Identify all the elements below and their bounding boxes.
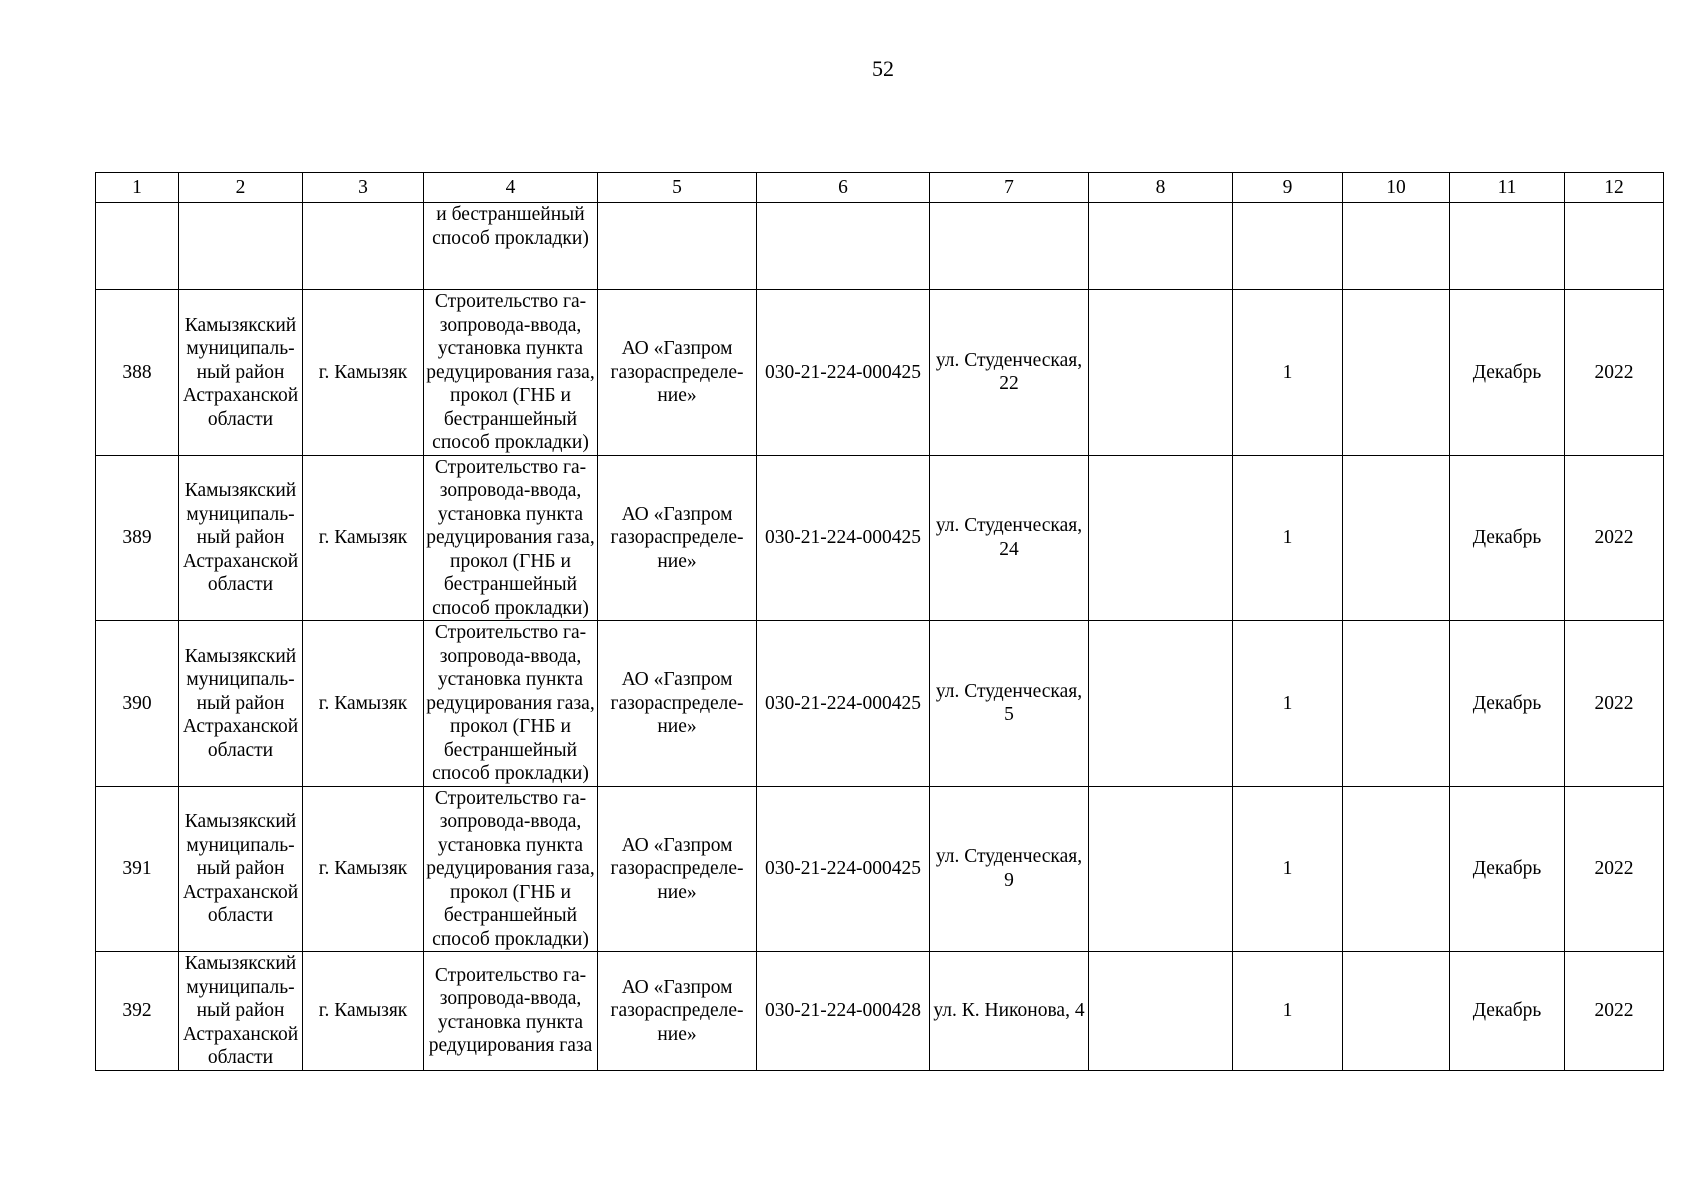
column-header: 12 [1565, 173, 1664, 203]
count-cell: 1 [1233, 786, 1343, 952]
row-number-cell: 390 [96, 621, 179, 787]
col8-cell [1089, 952, 1233, 1071]
table-cell [1089, 203, 1233, 290]
address-cell: ул. Студенческая, 24 [930, 455, 1089, 621]
col10-cell [1343, 621, 1450, 787]
column-header: 10 [1343, 173, 1450, 203]
district-cell: Камызякский муниципаль-ный район Астраханской области [179, 455, 303, 621]
work-description-cell: Строительство га-зопровода-ввода, установка пункта редуцирования газа, прокол (ГНБ и бестраншейный способ прокладки) [424, 786, 598, 952]
code-cell: 030-21-224-000428 [757, 952, 930, 1071]
address-cell: ул. Студенческая, 5 [930, 621, 1089, 787]
year-cell: 2022 [1565, 455, 1664, 621]
table-cell [598, 203, 757, 290]
continuation-work-cell: и бестраншейный способ прокладки) [424, 203, 598, 290]
row-number-cell: 388 [96, 290, 179, 456]
organization-cell: АО «Газпром газораспределе-ние» [598, 290, 757, 456]
column-header: 2 [179, 173, 303, 203]
col10-cell [1343, 455, 1450, 621]
work-description-cell: Строительство га-зопровода-ввода, установка пункта редуцирования газа, прокол (ГНБ и бестраншейный способ прокладки) [424, 455, 598, 621]
table-cell [1565, 203, 1664, 290]
table-cell [96, 203, 179, 290]
col8-cell [1089, 455, 1233, 621]
locality-cell: г. Камызяк [303, 455, 424, 621]
code-cell: 030-21-224-000425 [757, 455, 930, 621]
row-number-cell: 389 [96, 455, 179, 621]
month-cell: Декабрь [1450, 786, 1565, 952]
year-cell: 2022 [1565, 952, 1664, 1071]
column-number-row [96, 173, 1664, 203]
locality-cell: г. Камызяк [303, 290, 424, 456]
address-cell: ул. К. Никонова, 4 [930, 952, 1089, 1071]
table-cell [1450, 203, 1565, 290]
count-cell: 1 [1233, 455, 1343, 621]
column-header: 5 [598, 173, 757, 203]
organization-cell: АО «Газпром газораспределе-ние» [598, 455, 757, 621]
page-number: 52 [872, 56, 894, 81]
locality-cell: г. Камызяк [303, 786, 424, 952]
year-cell: 2022 [1565, 290, 1664, 456]
code-cell: 030-21-224-000425 [757, 621, 930, 787]
row-number-cell: 392 [96, 952, 179, 1071]
count-cell: 1 [1233, 290, 1343, 456]
continuation-row [96, 203, 1664, 290]
year-cell: 2022 [1565, 621, 1664, 787]
table-cell [179, 203, 303, 290]
table-row [96, 290, 1664, 456]
organization-cell: АО «Газпром газораспределе-ние» [598, 952, 757, 1071]
locality-cell: г. Камызяк [303, 952, 424, 1071]
year-cell: 2022 [1565, 786, 1664, 952]
table-cell [930, 203, 1089, 290]
work-description-cell: Строительство га-зопровода-ввода, установка пункта редуцирования газа [424, 952, 598, 1071]
column-header: 9 [1233, 173, 1343, 203]
column-header: 6 [757, 173, 930, 203]
district-cell: Камызякский муниципаль-ный район Астраханской области [179, 786, 303, 952]
table-cell [757, 203, 930, 290]
col8-cell [1089, 621, 1233, 787]
col10-cell [1343, 290, 1450, 456]
column-header: 7 [930, 173, 1089, 203]
code-cell: 030-21-224-000425 [757, 786, 930, 952]
col10-cell [1343, 952, 1450, 1071]
month-cell: Декабрь [1450, 290, 1565, 456]
district-cell: Камызякский муниципаль-ный район Астраханской области [179, 290, 303, 456]
address-cell: ул. Студенческая, 9 [930, 786, 1089, 952]
column-header: 1 [96, 173, 179, 203]
district-cell: Камызякский муниципаль-ный район Астраханской области [179, 621, 303, 787]
organization-cell: АО «Газпром газораспределе-ние» [598, 621, 757, 787]
column-header: 4 [424, 173, 598, 203]
table-cell [1233, 203, 1343, 290]
table-row [96, 952, 1664, 1071]
code-cell: 030-21-224-000425 [757, 290, 930, 456]
address-cell: ул. Студенческая, 22 [930, 290, 1089, 456]
table-row [96, 621, 1664, 787]
data-table [95, 172, 1664, 1071]
organization-cell: АО «Газпром газораспределе-ние» [598, 786, 757, 952]
column-header: 3 [303, 173, 424, 203]
col8-cell [1089, 290, 1233, 456]
district-cell: Камызякский муниципаль-ный район Астраханской области [179, 952, 303, 1071]
work-description-cell: Строительство га-зопровода-ввода, установка пункта редуцирования газа, прокол (ГНБ и бестраншейный способ прокладки) [424, 290, 598, 456]
work-description-cell: Строительство га-зопровода-ввода, установка пункта редуцирования газа, прокол (ГНБ и бестраншейный способ прокладки) [424, 621, 598, 787]
column-header: 11 [1450, 173, 1565, 203]
table-cell [1343, 203, 1450, 290]
month-cell: Декабрь [1450, 455, 1565, 621]
col8-cell [1089, 786, 1233, 952]
count-cell: 1 [1233, 621, 1343, 787]
table-row [96, 455, 1664, 621]
table-row [96, 786, 1664, 952]
col10-cell [1343, 786, 1450, 952]
month-cell: Декабрь [1450, 952, 1565, 1071]
table-cell [303, 203, 424, 290]
column-header: 8 [1089, 173, 1233, 203]
locality-cell: г. Камызяк [303, 621, 424, 787]
month-cell: Декабрь [1450, 621, 1565, 787]
count-cell: 1 [1233, 952, 1343, 1071]
row-number-cell: 391 [96, 786, 179, 952]
